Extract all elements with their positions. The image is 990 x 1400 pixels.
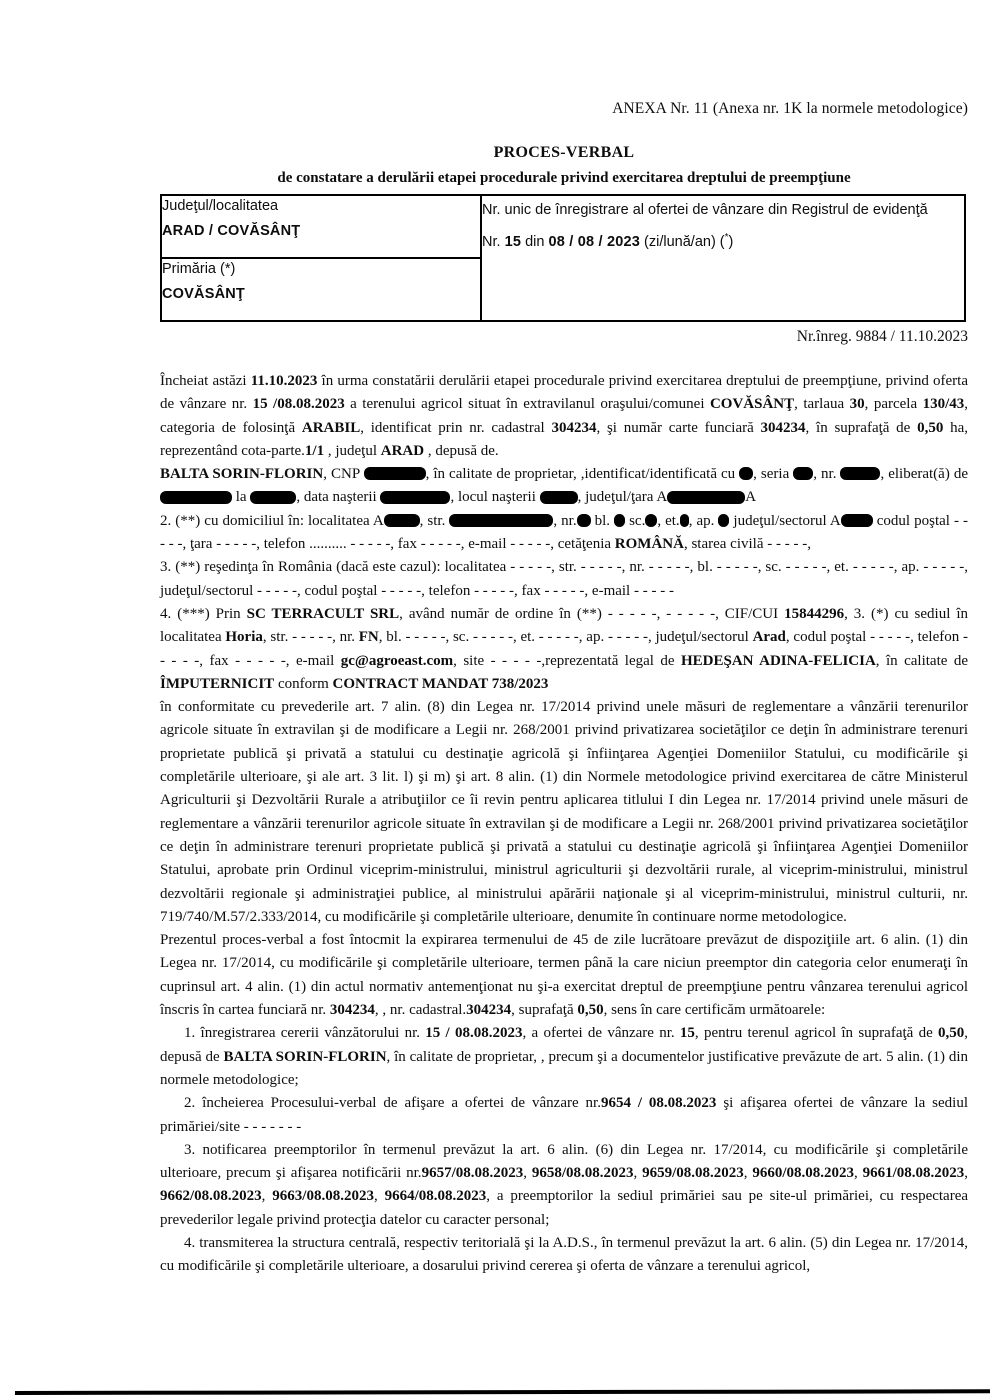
- registration-number: Nr. 15 din 08 / 08 / 2023 (zi/lună/an) (*): [482, 232, 734, 250]
- document-body: [160, 370, 968, 1279]
- registration-label: Nr. unic de înregistrare al ofertei de vânzare din Registrul de evidenţă: [482, 202, 928, 218]
- redaction-box: [793, 467, 813, 480]
- paragraph-1: Încheiat astăzi 11.10.2023 în urma constatării derulării etapei procedurale privind exercitarea dreptului de preempţiune, privind oferta de vânzare nr. 15 /08.08.2023 a terenului agricol situat în extravilanul oraşului/comunei COVĂSÂNŢ, tarlaua 30, parcela 130/43, categoria de folosinţă ARABIL, identificat prin nr. cadastral 304234, şi număr carte funciară 304234, în suprafaţă de 0,50 ha, reprezentând cota-parte.1/1 , judeţul ARAD , depusă de.: [160, 373, 969, 459]
- redaction-box: [364, 467, 426, 480]
- document-content: [160, 0, 968, 1279]
- redaction-box: [449, 514, 553, 527]
- paragraph-9: 2. încheierea Procesului-verbal de afişare a ofertei de vânzare nr.9654 / 08.08.2023 şi afişarea ofertei de vânzare la sediul primăriei/site - - - - - - -: [160, 1095, 968, 1135]
- superscript-asterisk: *: [724, 232, 729, 243]
- registration-note: Nr.înreg. 9884 / 11.10.2023: [796, 328, 968, 345]
- paragraph-11: 4. transmiterea la structura centrală, respectiv teritorială şi la A.D.S., în termenul prevăzut la art. 6 alin. (5) din Legea nr. 17/2014, cu modificările şi completările ulterioare, a dosarului privind cererea şi oferta de vânzare a terenului agricol,: [160, 1234, 968, 1275]
- cityhall-label: Primăria (*): [162, 261, 236, 277]
- paragraph-8: 1. înregistrarea cererii vânzătorului nr. 15 / 08.08.2023, a ofertei de vânzare nr. 15, pentru terenul agricol în suprafaţă de 0,50, depusă de BALTA SORIN-FLORIN, în calitate de proprietar, , precum şi a documentelor justificative prevăzute de art. 5 alin. (1) din normele metodologice;: [160, 1025, 969, 1088]
- paragraph-3: 2. (**) cu domiciliul în: localitatea A , str. , nr. bl. sc. , et. , ap. judeţul/sectorul A codul poştal - - - - -, ţara - - - - -, telefon .......... - - - - -, fax - - - - -, e-mail - - - - -, cetăţenia ROMÂNĂ, starea civilă - - - - -,: [160, 512, 968, 553]
- redaction-box: [540, 491, 578, 504]
- county-label: Judeţul/localitatea: [162, 198, 279, 214]
- info-table: [160, 194, 966, 322]
- anexa-note: ANEXA Nr. 11 (Anexa nr. 1K la normele metodologice): [612, 100, 968, 117]
- cityhall-value: COVĂSÂNŢ: [162, 286, 245, 302]
- info-table-row-1: [161, 195, 965, 258]
- redaction-box: [384, 514, 420, 527]
- county-value: ARAD / COVĂSÂNŢ: [162, 223, 301, 239]
- paragraph-10: 3. notificarea preemptorilor în termenul prevăzut la art. 6 alin. (6) din Legea nr. 17/2014, cu modificările şi completările ulterioare, precum şi afişarea notificării nr.9657/08.08.2023, 9658/08.08.2023, 9659/08.08.2023, 9660/08.08.2023, 9661/08.08.2023, 9662/08.08.2023, 9663/08.08.2023, 9664/08.08.2023, a preemptorilor la sediul primăriei sau pe site-ul primăriei, cu respectarea prevederilor legale privind protecţia datelor cu caracter personal;: [160, 1141, 969, 1228]
- registration-cell: [481, 195, 965, 321]
- redaction-box: [645, 514, 657, 527]
- redaction-box: [841, 514, 873, 527]
- redaction-box: [614, 514, 625, 527]
- redaction-box: [718, 514, 729, 527]
- redaction-box: [380, 491, 450, 504]
- paragraph-4: 3. (**) reşedinţa în România (dacă este cazul): localitatea - - - - -, str. - - - - -, nr. - - - - -, bl. - - - - -, sc. - - - - -, et. - - - - -, ap. - - - - -, judeţul/sectorul - - - - -, codul poştal - - - - -, telefon - - - - -, fax - - - - -, e-mail - - - - -: [160, 559, 968, 599]
- redaction-box: [840, 467, 880, 480]
- redaction-box: [250, 491, 296, 504]
- redaction-box: [680, 514, 689, 527]
- paragraph-7: Prezentul proces-verbal a fost întocmit la expirarea termenului de 45 de zile lucrătoare prevăzut de dispoziţiile art. 6 alin. (1) din Legea nr. 17/2014, cu modificările şi completările ulterioare, termen până la care niciun preemptor din categoria celor enumeraţi în cuprinsul art. 4 alin. (1) din actul normativ antemenţionat nu şi-a exercitat dreptul de preempţiune pentru vânzarea terenului agricol înscris în cartea funciară nr. 304234, , nr. cadastral.304234, suprafaţă 0,50, sens în care certificăm următoarele:: [160, 932, 968, 1019]
- paragraph-5: 4. (***) Prin SC TERRACULT SRL, având număr de ordine în (**) - - - - -, - - - - -, CIF/CUI 15844296, 3. (*) cu sediul în localitatea Horia, str. - - - - -, nr. FN, bl. - - - - -, sc. - - - - -, et. - - - - -, ap. - - - - -, judeţul/sectorul Arad, codul poştal - - - - -, telefon - - - - -, fax - - - - -, e-mail gc@agroeast.com, site - - - - -,reprezentată legal de HEDEŞAN ADINA-FELICIA, în calitate de ÎMPUTERNICIT conform CONTRACT MANDAT 738/2023: [160, 605, 968, 692]
- redaction-box: [577, 514, 591, 527]
- document-title: PROCES-VERBAL: [493, 144, 635, 161]
- redaction-box: [160, 491, 232, 504]
- scan-artifact-line: [15, 1389, 990, 1395]
- redaction-box: [667, 491, 745, 504]
- county-cell: [161, 195, 481, 258]
- document-subtitle: de constatare a derulării etapei procedurale privind exercitarea dreptului de preempţiune: [277, 170, 851, 186]
- paragraph-6: în conformitate cu prevederile art. 7 alin. (8) din Legea nr. 17/2014 privind unele măsuri de reglementare a vânzării terenurilor agricole situate în extravilan şi de modificare a Legii nr. 268/2001 privind privatizarea societăţilor ce deţin în administrare terenuri proprietate publică şi privată a statului cu destinaţie agricolă şi înfiinţarea Agenţiei Domeniilor Statului, cu modificările şi completările ulterioare, şi ale art. 3 lit. l) şi m) şi art. 8 alin. (1) din Normele metodologice privind exercitarea de către Ministerul Agriculturii şi Dezvoltării Rurale a atribuţiilor ce îi revin pentru aplicarea titlului I din Legea nr. 17/2014 privind unele măsuri de reglementare a vânzării terenurilor agricole situate în extravilan şi de modificare a Legii nr. 268/2001 privind privatizarea societăţilor ce deţin în administrare terenuri proprietate publică şi privată a statului cu destinaţie agricolă şi înfiinţarea Agenţiei Domeniilor Statului, aprobate prin Ordinul viceprim-ministrului, ministrul agriculturii şi dezvoltării rurale, al viceprim-ministrului, ministrul dezvoltării regionale şi administraţiei publice, al ministrului apărării naţionale şi al viceprim-ministrului, ministrul culturii, nr. 719/740/M.57/2.333/2014, cu modificările şi completările ulterioare, denumite în continuare norme metodologice.: [160, 699, 968, 925]
- cityhall-cell: [161, 258, 481, 321]
- redaction-box: [739, 467, 753, 480]
- paragraph-2: BALTA SORIN-FLORIN, CNP , în calitate de proprietar, ,identificat/identificată cu , seria , nr. , eliberat(ă) de la , data naşterii , locul naşterii , judeţul/ţara A A: [160, 466, 968, 506]
